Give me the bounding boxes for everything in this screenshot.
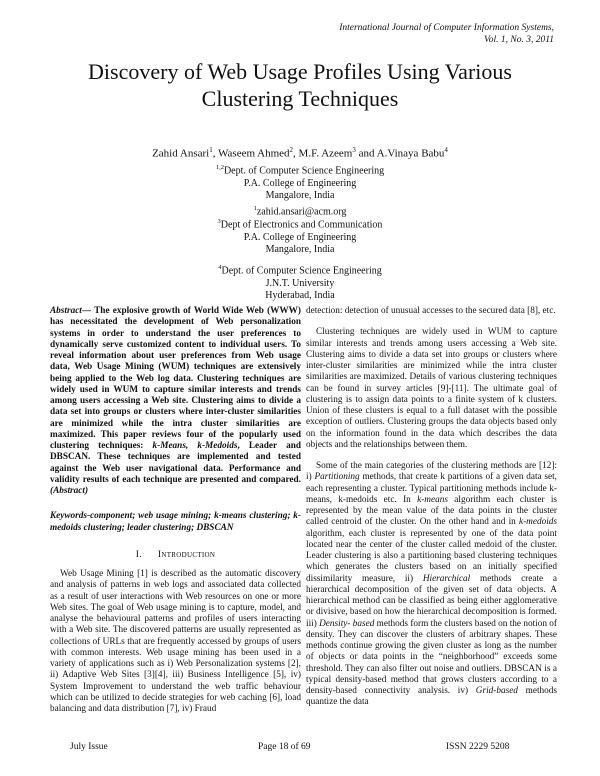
affiliation-sup: 4 (218, 264, 222, 271)
term: k-medoids (518, 517, 557, 528)
term: Grid-based (475, 686, 518, 696)
abstract-techniques: k-Means, k-Medoids (152, 441, 238, 451)
affiliation-line: Hyderabad, India (265, 290, 335, 302)
text-run: Some of the main categories of the clustering methods are [12]: i) (306, 461, 557, 483)
abstract-text-2: , Leader and DBSCAN. These techniques are implemented and tested against the Web user navigational data. Performance and validity results of each technique are presented and compared. (50, 441, 301, 485)
author-sup: 1 (209, 146, 213, 154)
title-line-2: Clustering Techniques (201, 86, 399, 111)
affiliation-line: Dept. of Computer Science Engineering (223, 165, 385, 177)
abstract-tail: (Abstract) (50, 486, 89, 496)
section-title: Introduction (157, 549, 216, 560)
affiliation-2 (0, 216, 600, 257)
right-column (306, 306, 557, 709)
paper-title (40, 58, 560, 112)
author-sep: , (293, 147, 299, 160)
left-column (50, 306, 301, 715)
term: Hierarchical (422, 573, 471, 584)
text-run: methods create a hierarchical decomposition of the given set of data objects. A hierarchical method can be classified as being either agglomerative or divisive, based on how the hierarchical decomposition is formed. iii) (306, 573, 557, 629)
body-paragraph: detection: detection of unusual accesses to the secured data [8], etc. (306, 306, 556, 316)
intro-paragraph: Web Usage Mining [1] is described as the automatic discovery and analysis of patterns in web logs and associated data collected as a result of user interactions with Web resources on one or more Web sites. The goal of Web usage mining is to capture, model, and analyse the behavioural patterns and profiles of users interacting with a Web site. The discovered patterns are usually represented as collections of URLs that are frequently accessed by groups of users with common interests. Web usage mining has been used in a variety of applications such as i) Web Personalization systems [2], ii) Adaptive Web Sites [3][4], iii) Business Intelligence [5], iv) System Improvement to understand the web traffic behaviour which can be utilized to decide strategies for web caching [6], load balancing and data distribution [7], iv) Fraud (50, 569, 301, 714)
affiliation-sup: 1,2 (215, 164, 224, 171)
text-run: methods quantize the data (306, 686, 557, 708)
affiliation-line: Dept of Electronics and Communication (220, 219, 383, 231)
text-run: methods, that create k partitions of a given data set, each representing a cluster. Typical partitioning methods include k-means, k-medoids etc. In (306, 472, 557, 505)
author-sep: , (212, 147, 219, 160)
affiliation-sup: 3 (217, 218, 221, 225)
email-sup: 1 (253, 204, 257, 212)
author-email: zahid.ansari@acm.org (256, 206, 347, 218)
term: Partitioning (314, 472, 360, 483)
body-paragraph: Clustering techniques are widely used in WUM to capture similar interests and trends among users accessing a Web site. Clustering aims to divide a data set into groups or clusters where inter-cluster similarities are minimized while the intra cluster similarities are maximized. Details of various clustering techniques can be found in survey articles [9]-[11]. The ultimate goal of clustering is to assign data points to a finite system of k clusters. Union of these clusters is equal to a full dataset with the possible exception of outliers. Clustering groups the data objects based only on the information found in the data which describes the data objects and the relationships between them. (306, 327, 557, 450)
title-line-1: Discovery of Web Usage Profiles Using Various (88, 59, 512, 84)
author-sep: and (358, 147, 377, 160)
footer-issue: July Issue (70, 742, 108, 752)
footer-issn: ISSN 2229 5208 (446, 742, 510, 752)
body-paragraph (306, 461, 557, 709)
affiliation-line: Mangalore, India (265, 190, 335, 202)
text-run: algorithm, each cluster is represented by one of the data point located near the center of the cluster called medoid of the cluster. Leader clustering is also a partitioning based clustering techniques which generates the clusters based on an initially specified dissimilarity measure, ii) (306, 528, 557, 584)
term: Density- based (319, 618, 375, 629)
author-name: Zahid Ansari (152, 147, 210, 160)
author-name: M.F. Azeem (298, 147, 353, 160)
keywords-text: web usage mining; k-means clustering; k-medoids clustering; leader clustering; DBSCAN (50, 511, 301, 533)
author-sup: 4 (444, 146, 448, 154)
abstract (50, 306, 301, 497)
text-run: methods form the clusters based on the notion of density. They can discover the clusters of arbitrary shapes. These methods continue growing the given cluster as long as the number of objects or data points in the “neighborhood” exceeds some threshold. They can also filter out noise and outliers. DBSCAN is a typical density-based method that grows clusters according to a density-based connectivity analysis. iv) (306, 618, 557, 696)
abstract-text: The explosive growth of World Wide Web (WWW) has necessitated the development of Web personalization systems in order to understand the user preferences to dynamically serve customized content to individual users. To reveal information about user preferences from Web usage data, Web Usage Mining (WUM) techniques are extensively being applied to the Web log data. Clustering techniques are widely used in WUM to capture similar interests and trends among users accessing a Web site. Clustering aims to divide a data set into groups or clusters where inter-cluster similarities are minimized while the intra cluster similarities are maximized. This paper reviews four of the popularly used clustering techniques: (50, 306, 301, 451)
affiliation-1 (0, 162, 600, 219)
affiliation-line: P.A. College of Engineering (243, 177, 357, 189)
author-name: A.Vinaya Babu (376, 147, 445, 160)
affiliation-line: J.N.T. University (265, 277, 335, 289)
affiliation-3 (0, 262, 600, 303)
section-number: I. (135, 549, 142, 560)
journal-header (339, 22, 554, 46)
keywords (50, 511, 301, 534)
author-name: Waseem Ahmed (218, 147, 290, 160)
author-sup: 3 (352, 146, 356, 154)
footer-page-number: Page 18 of 69 (258, 742, 311, 752)
author-sup: 2 (289, 146, 294, 154)
text-run: algorithm each cluster is represented by the mean value of the data points in the cluster called centroid of the cluster. On the other hand and in (306, 494, 558, 528)
journal-volume: Vol. 1, No. 3, 2011 (483, 35, 554, 45)
term: k-means (417, 494, 448, 505)
author-list (0, 146, 600, 160)
affiliation-line: Dept. of Computer Science Engineering (221, 265, 382, 277)
journal-name: International Journal of Computer Information Systems, (339, 23, 554, 33)
section-heading (50, 550, 301, 561)
abstract-label: Abstract (50, 306, 82, 316)
abstract-dash: — (81, 306, 95, 316)
affiliation-line: Mangalore, India (265, 244, 335, 256)
keywords-label: Keywords-component; (50, 511, 136, 522)
affiliation-line: P.A. College of Engineering (243, 231, 357, 243)
